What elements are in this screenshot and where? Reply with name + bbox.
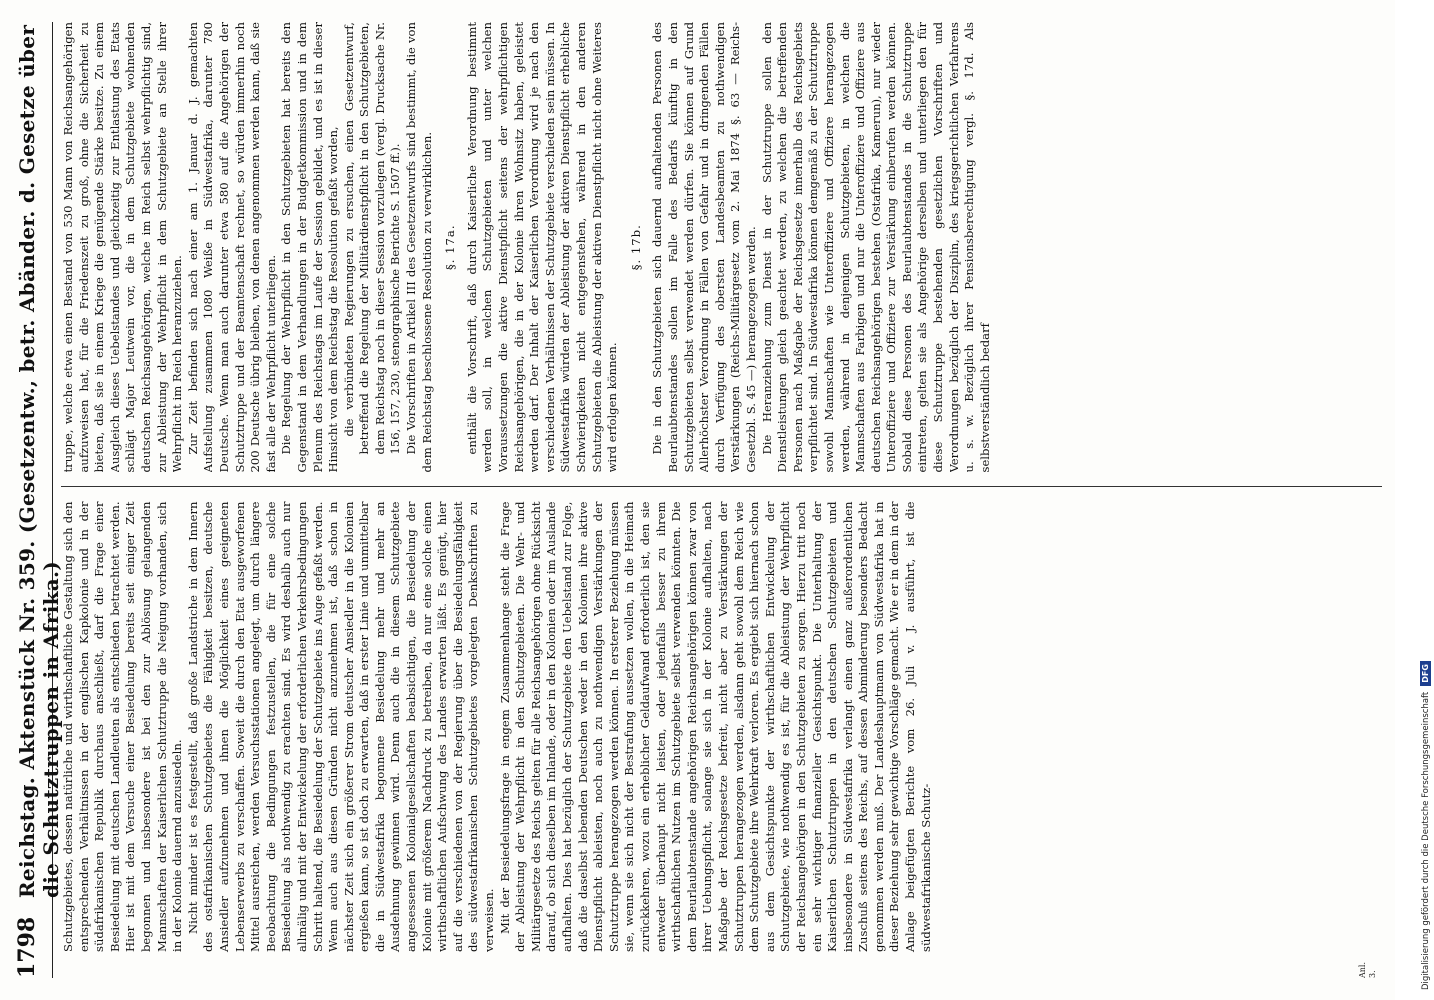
column-divider bbox=[61, 487, 1382, 488]
paragraph: Die Vorschriften in Artikel III des Gesetzentwurfs sind bestimmt, die von dem Reichstag beschlossene Resolution zu verwirklichen. bbox=[404, 22, 434, 473]
paragraph: Schutzgebietes, dessen natürliche und wirthschaftliche Gestaltung sich den entsprechenden Verhältnissen in der englischen Kapkolonie und in der südafrikanischen Republik durchaus anschließt, darf die Frage einer Besiedelung mit deutschen Landleuten als entschieden betrachtet werden. Hier ist mit dem Versuche einer Besiedelung bereits seit einiger Zeit begonnen und insbesondere ist bei den zur Ablösung gelangenden Mannschaften der Kaiserlichen Schutztruppe die Neigung vorhanden, sich in der Kolonie dauernd anzusiedeln. bbox=[61, 501, 185, 952]
dfg-logo: DFG bbox=[1420, 661, 1431, 686]
running-title: Reichstag. Aktenstück Nr. 359. (Gesetzentw., betr. Abänder. d. Gesetze über die Schutztruppen in Afrika.) bbox=[15, 24, 63, 898]
left-column bbox=[61, 502, 1382, 979]
section-heading-17b: §. 17b. bbox=[628, 224, 643, 271]
paragraph: Die Heranziehung zum Dienst in der Schutztruppe sollen den Dienstleistungen gleich geachtet werden, zu welchen die betreffenden Personen nach Maßgabe der Reichsgesetze innerhalb des Reichsgebiets verpflichtet sind. In Südwestafrika können demgemäß zu der Schutztruppe sowohl Mannschaften wie Unteroffiziere und Offiziere herangezogen werden, während in denjenigen Schutzgebieten, in welchen die Mannschaften aus Farbigen und nur die Unteroffiziere und Offiziere aus deutschen Reichsangehörigen bestehen (Ostafrika, Kamerun), nur wieder Unteroffiziere und Offiziere zur Verstärkung einberufen werden können. Sobald diese Personen des Beurlaubtenstandes in die Schutztruppe eintreten, gelten sie als Angehörige derselben und unterliegen den für diese Schutztruppe bestehenden gesetzlichen Vorschriften und Verordnungen bezüglich der Disziplin, des kriegsgerichtlichen Verfahrens u. s. w. Bezüglich ihrer Pensionsberechtigung vergl. §. 17d. Als selbstverständlich bedarf bbox=[759, 22, 992, 473]
paragraph: Die in den Schutzgebieten sich dauernd aufhaltenden Personen des Beurlaubtenstandes sollen im Falle des Bedarfs künftig in den Schutzgebieten selbst verwendet werden dürfen. Sie können auf Grund Allerhöchster Verordnung in Fällen von Gefahr und in dringenden Fällen durch Verfügung des obersten Landesbeamten zu nothwendigen Verstärkungen (Reichs-Militärgesetz vom 2. Mai 1874 §. 63 — Reichs-Gesetzbl. S. 45 —) herangezogen werden. bbox=[650, 22, 758, 473]
paragraph: enthält die Vorschrift, daß durch Kaiserliche Verordnung bestimmt werden soll, in welchen Schutzgebieten und unter welchen Voraussetzungen die aktive Dienstpflicht seitens der wehrpflichtigen Reichsangehörigen, die in der Kolonie ihren Wohnsitz haben, geleistet werden darf. Der Inhalt der Kaiserlichen Verordnung wird je nach den verschiedenen Verhältnissen der Schutzgebiete verschieden sein müssen. In Südwestafrika würden der Ableistung der aktiven Dienstpflicht erhebliche Schwierigkeiten nicht entgegenstehen, während in den anderen Schutzgebieten die Ableistung der aktiven Dienstpflicht nicht ohne Weiteres wird erfolgen können. bbox=[464, 22, 620, 473]
margin-note: Anl. 3. bbox=[1358, 961, 1377, 978]
paragraph: Mit der Besiedelungsfrage in engem Zusammenhange steht die Frage der Ableistung der Wehrpflicht in den Schutzgebieten. Die Wehr- und Militärgesetze des Reichs gelten für alle Reichsangehörigen ohne Rücksicht darauf, ob sich dieselben im Inlande, oder in den Kolonien oder im Auslande aufhalten. Dies hat bezüglich der Schutzgebiete den Uebelstand zur Folge, daß die daselbst lebenden Deutschen weder in den Kolonien ihre aktive Dienstpflicht ableisten, noch auch zu nothwendigen Verstärkungen der Schutztruppe herangezogen werden können. In ersterer Beziehung müssen sie, wenn sie sich nicht der Bestrafung aussetzen wollen, in die Heimath zurückkehren, wozu ein erheblicher Geldaufwand erforderlich ist, den sie entweder überhaupt nicht leisten, oder jedenfalls besser zu ihrem wirthschaftlichen Nutzen im Schutzgebiete selbst verwenden könnten. Die dem Beurlaubtenstande angehörigen Reichsangehörigen können zwar von ihrer Uebungspflicht, solange sie sich in der Kolonie aufhalten, nach Maßgabe der Reichsgesetze befreit, nicht aber zu Verstärkungen der Schutztruppen herangezogen werden, alsdann geht sowohl dem Reich wie dem Schutzgebiete ihre Wehrkraft verloren. Es ergiebt sich hiernach schon aus dem Gesichtspunkte der wirthschaftlichen Entwickelung der Schutzgebiete, wie nothwendig es ist, für die Ableistung der Wehrpflicht der Reichsangehörigen in den Schutzgebieten zu sorgen. Hierzu tritt noch ein sehr wichtiger finanzieller Gesichtspunkt. Die Unterhaltung der Kaiserlichen Schutztruppen in den deutschen Schutzgebieten und insbesondere in Südwestafrika verlangt einen ganz außerordentlichen Zuschuß seitens des Reichs, auf dessen Abminderung besonders Bedacht genommen werden muß. Der Landeshauptmann von Südwestafrika hat in dieser Beziehung sehr gewichtige Vorschläge gemacht. Wie er in dem in der Anlage beigefügten Berichte vom 26. Juli v. J. ausführt, ist die südwestafrikanische Schutz- bbox=[497, 501, 933, 952]
paragraph: Nicht minder ist es festgestellt, daß große Landstriche in dem Innern des ostafrikanischen Schutzgebietes die Fähigkeit besitzen, deutsche Ansiedler aufzunehmen und ihnen die Möglichkeit eines geeigneten Lebenserwerbs zu verschaffen. Soweit die durch den Etat ausgeworfenen Mittel ausreichen, werden Versuchsstationen angelegt, um durch längere Beobachtung die Bedingungen festzustellen, die für eine solche Besiedelung als nothwendig zu erachten sind. Es wird deshalb auch nur allmälig und mit der Entwickelung der erforderlichen Verkehrsbedingungen Schritt haltend, die Besiedelung der Schutzgebiete ins Auge gefaßt werden. Wenn auch aus diesen Gründen nicht anzunehmen ist, daß schon in nächster Zeit sich ein größerer Strom deutscher Ansiedler in die Kolonien ergießen kann, so ist doch zu erwarten, daß in erster Linie und unmittelbar die in Südwestafrika begonnene Besiedelung mehr und mehr an Ausdehnung gewinnen wird. Denn auch die in diesem Schutzgebiete angesessenen Kolonialgesellschaften beabsichtigen, die Besiedelung der Kolonie mit größerem Nachdruck zu betreiben, da nur eine solche einen wirthschaftlichen Aufschwung des Landes erwarten läßt. Es genügt, hier auf die verschiedenen von der Regierung über die Besiedelungsfähigkeit des südwestafrikanischen Schutzgebietes vorgelegten Denkschriften zu verweisen. bbox=[185, 501, 497, 952]
paragraph: truppe, welche etwa einen Bestand von 530 Mann von Reichsangehörigen aufzuweisen hat, für die Friedenszeit zu groß, ohne die Sicherheit zu bieten, daß sie in einem Kriege die genügende Stärke besitze. Zu einem Ausgleich dieses Uebelstandes und gleichzeitig zur Entlastung des Etats schlägt Major Leutwein vor, die in dem Schutzgebiete wohnenden deutschen Reichsangehörigen, welche im Reich selbst wehrpflichtig sind, zur Ableistung der Wehrpflicht in dem Schutzgebiete an Stelle ihrer Wehrpflicht im Reich heranzuziehen. bbox=[61, 22, 185, 473]
running-head bbox=[14, 22, 63, 978]
text-columns bbox=[61, 22, 1382, 978]
section-heading-17a: §. 17a. bbox=[443, 224, 458, 271]
digitization-credit bbox=[1420, 661, 1431, 990]
right-column bbox=[61, 22, 1382, 473]
resolution-quote: die verbündeten Regierungen zu ersuchen, einen Gesetzentwurf, betreffend die Regelung der Militärdienstpflicht in den Schutzgebieten, dem Reichstag noch in dieser Session vorzulegen (vergl. Drucksache Nr. 156, 157, 230, stenographische Berichte S. 1507 ff.). bbox=[341, 22, 403, 455]
paragraph: Zur Zeit befinden sich nach einer am 1. Januar d. J. gemachten Aufstellung zusammen 1080 Weiße in Südwestafrika, darunter 780 Deutsche. Wenn man auch darunter etwa 580 auf die Angehörigen der Schutztruppe und der Beamtenschaft rechnet, so würden immerhin noch 200 Deutsche übrig bleiben, von denen angenommen werden kann, daß sie fast alle der Wehrpflicht unterliegen. bbox=[185, 22, 278, 473]
credit-text: Digitalisierung gefördert durch die Deutsche Forschungsgemeinschaft bbox=[1420, 691, 1431, 990]
paragraph: Die Regelung der Wehrpflicht in den Schutzgebieten hat bereits den Gegenstand in dem Verhandlungen in der Budgetkommission und in dem Plenum des Reichstags im Laufe der Session gebildet, und es ist in dieser Hinsicht von dem Reichstag die Resolution gefaßt worden, bbox=[279, 22, 341, 473]
page-number: 1798 bbox=[14, 916, 40, 978]
